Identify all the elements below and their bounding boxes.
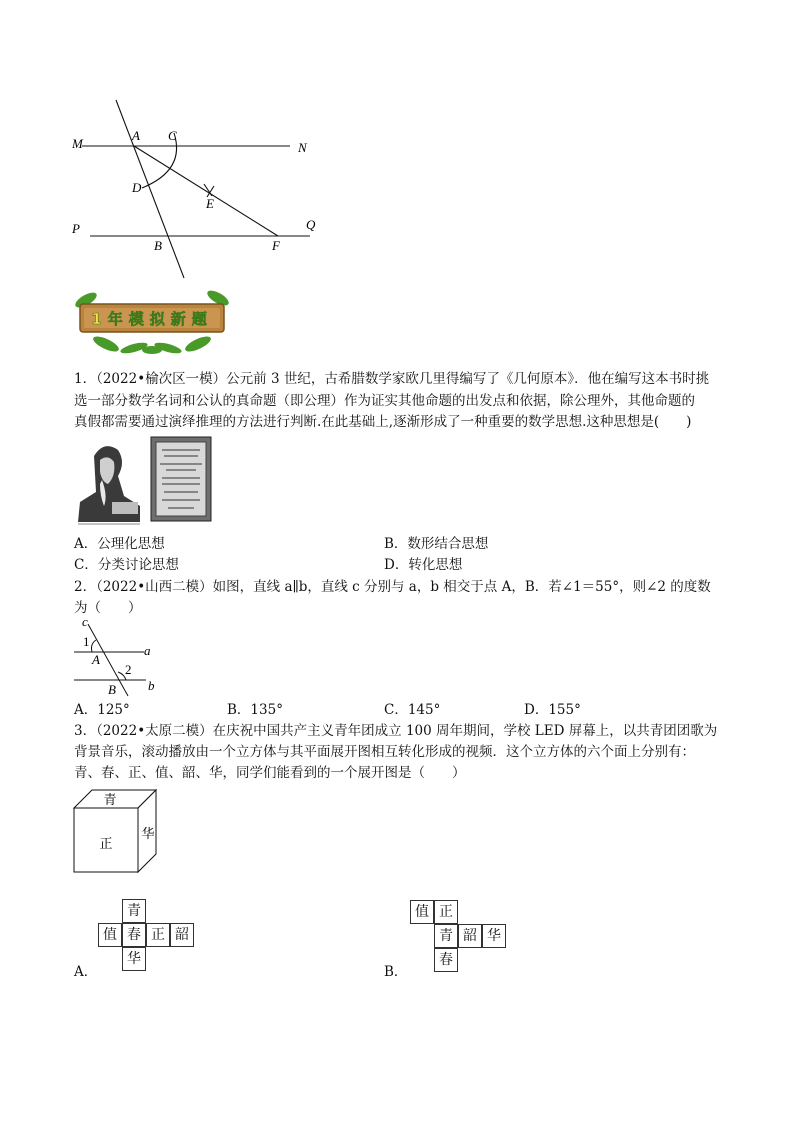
net-b-cell-1: 青 [434, 924, 458, 948]
ray-af [134, 146, 278, 236]
net-a-bottom-cell: 华 [122, 947, 146, 971]
q1-option-d[interactable]: D．转化思想 [384, 557, 463, 573]
q1-stem-line1: 1．（2022•榆次区一模）公元前 3 世纪，古希腊数学家欧几里得编写了《几何原本》．他在编写这本书时挑 [74, 371, 710, 387]
net-b-top-cell-2: 正 [434, 900, 458, 924]
label-b: B [154, 238, 162, 253]
label-c-line: c [82, 616, 88, 629]
label-f: F [272, 238, 280, 253]
section-banner [72, 290, 232, 354]
net-a-cell-3: 正 [146, 923, 170, 947]
q1-stem-line3: 真假都需要通过演绎推理的方法进行判断.在此基础上,逐渐形成了一种重要的数学思想.这种思想是( ) [74, 414, 692, 430]
label-m: M [72, 136, 83, 151]
net-a-top-cell: 青 [122, 899, 146, 923]
label-e: E [206, 196, 214, 211]
book-cover-image [150, 436, 212, 522]
net-b[interactable] [410, 900, 514, 974]
cube-figure [72, 788, 162, 878]
q2-stem-line2: 为（ ） [74, 600, 142, 616]
label-angle-2: 2 [125, 662, 132, 677]
label-point-b: B [108, 682, 116, 697]
net-b-bottom-cell: 春 [434, 948, 458, 972]
q3-stem-line1: 3．（2022•太原二模）在庆祝中国共产主义青年团成立 100 周年期间，学校 LED 屏幕上，以共青团团歌为 [74, 723, 718, 739]
q2-option-c[interactable]: C．145° [384, 702, 441, 718]
net-b-cell-3: 华 [482, 924, 506, 948]
net-b-top-cell-1: 值 [410, 900, 434, 924]
label-c: C [168, 128, 177, 143]
q2-option-d[interactable]: D．155° [524, 702, 581, 718]
banner-text: 1年模拟新题 [91, 310, 213, 328]
q2-option-a[interactable]: A．125° [74, 702, 130, 718]
label-angle-1: 1 [83, 634, 90, 649]
label-b-line: b [148, 678, 155, 693]
cube-front-char: 正 [99, 837, 113, 852]
q3-option-a-label[interactable]: A． [74, 964, 98, 980]
label-n: N [298, 140, 307, 155]
q1-stem-line2: 选一部分数学名词和公认的真命题（即公理）作为证实其他命题的出发点和依据，除公理外，其他命题的 [74, 393, 695, 409]
q3-stem-line2: 背景音乐，滚动播放由一个立方体与其平面展开图相互转化形成的视频．这个立方体的六个面上分别有： [74, 744, 695, 760]
transversal-ab [116, 100, 184, 278]
euclid-portrait-image [74, 436, 144, 526]
label-a-line: a [144, 643, 151, 658]
cube-right-char: 华 [141, 827, 155, 842]
banner-art [72, 290, 232, 354]
q1-option-b[interactable]: B．数形结合思想 [384, 536, 489, 552]
label-q: Q [306, 217, 316, 232]
net-b-cell-2: 韶 [458, 924, 482, 948]
geometry-figure-2 [72, 616, 172, 698]
q2-stem-line1: 2．（2022•山西二模）如图，直线 a∥b，直线 c 分别与 a，b 相交于点 A，B．若∠1＝55°，则∠2 的度数 [74, 579, 711, 595]
net-a-cell-2: 春 [122, 923, 146, 947]
net-a-cell-4: 韶 [170, 923, 194, 947]
label-d: D [132, 180, 142, 195]
q3-stem-line3: 青、春、正、值、韶、华，同学们能看到的一个展开图是（ ） [74, 765, 466, 781]
cube-top-char: 青 [103, 793, 117, 808]
angle-1-arc [92, 640, 97, 652]
q2-option-b[interactable]: B．135° [227, 702, 283, 718]
label-point-a: A [92, 652, 100, 667]
net-a[interactable] [98, 899, 202, 973]
q3-option-b-label[interactable]: B． [384, 964, 408, 980]
q1-option-a[interactable]: A．公理化思想 [74, 536, 165, 552]
label-a: A [132, 128, 140, 143]
q1-option-c[interactable]: C．分类讨论思想 [74, 557, 179, 573]
label-p: P [72, 221, 80, 236]
geometry-figure-1 [66, 90, 326, 285]
net-a-cell-1: 值 [98, 923, 122, 947]
